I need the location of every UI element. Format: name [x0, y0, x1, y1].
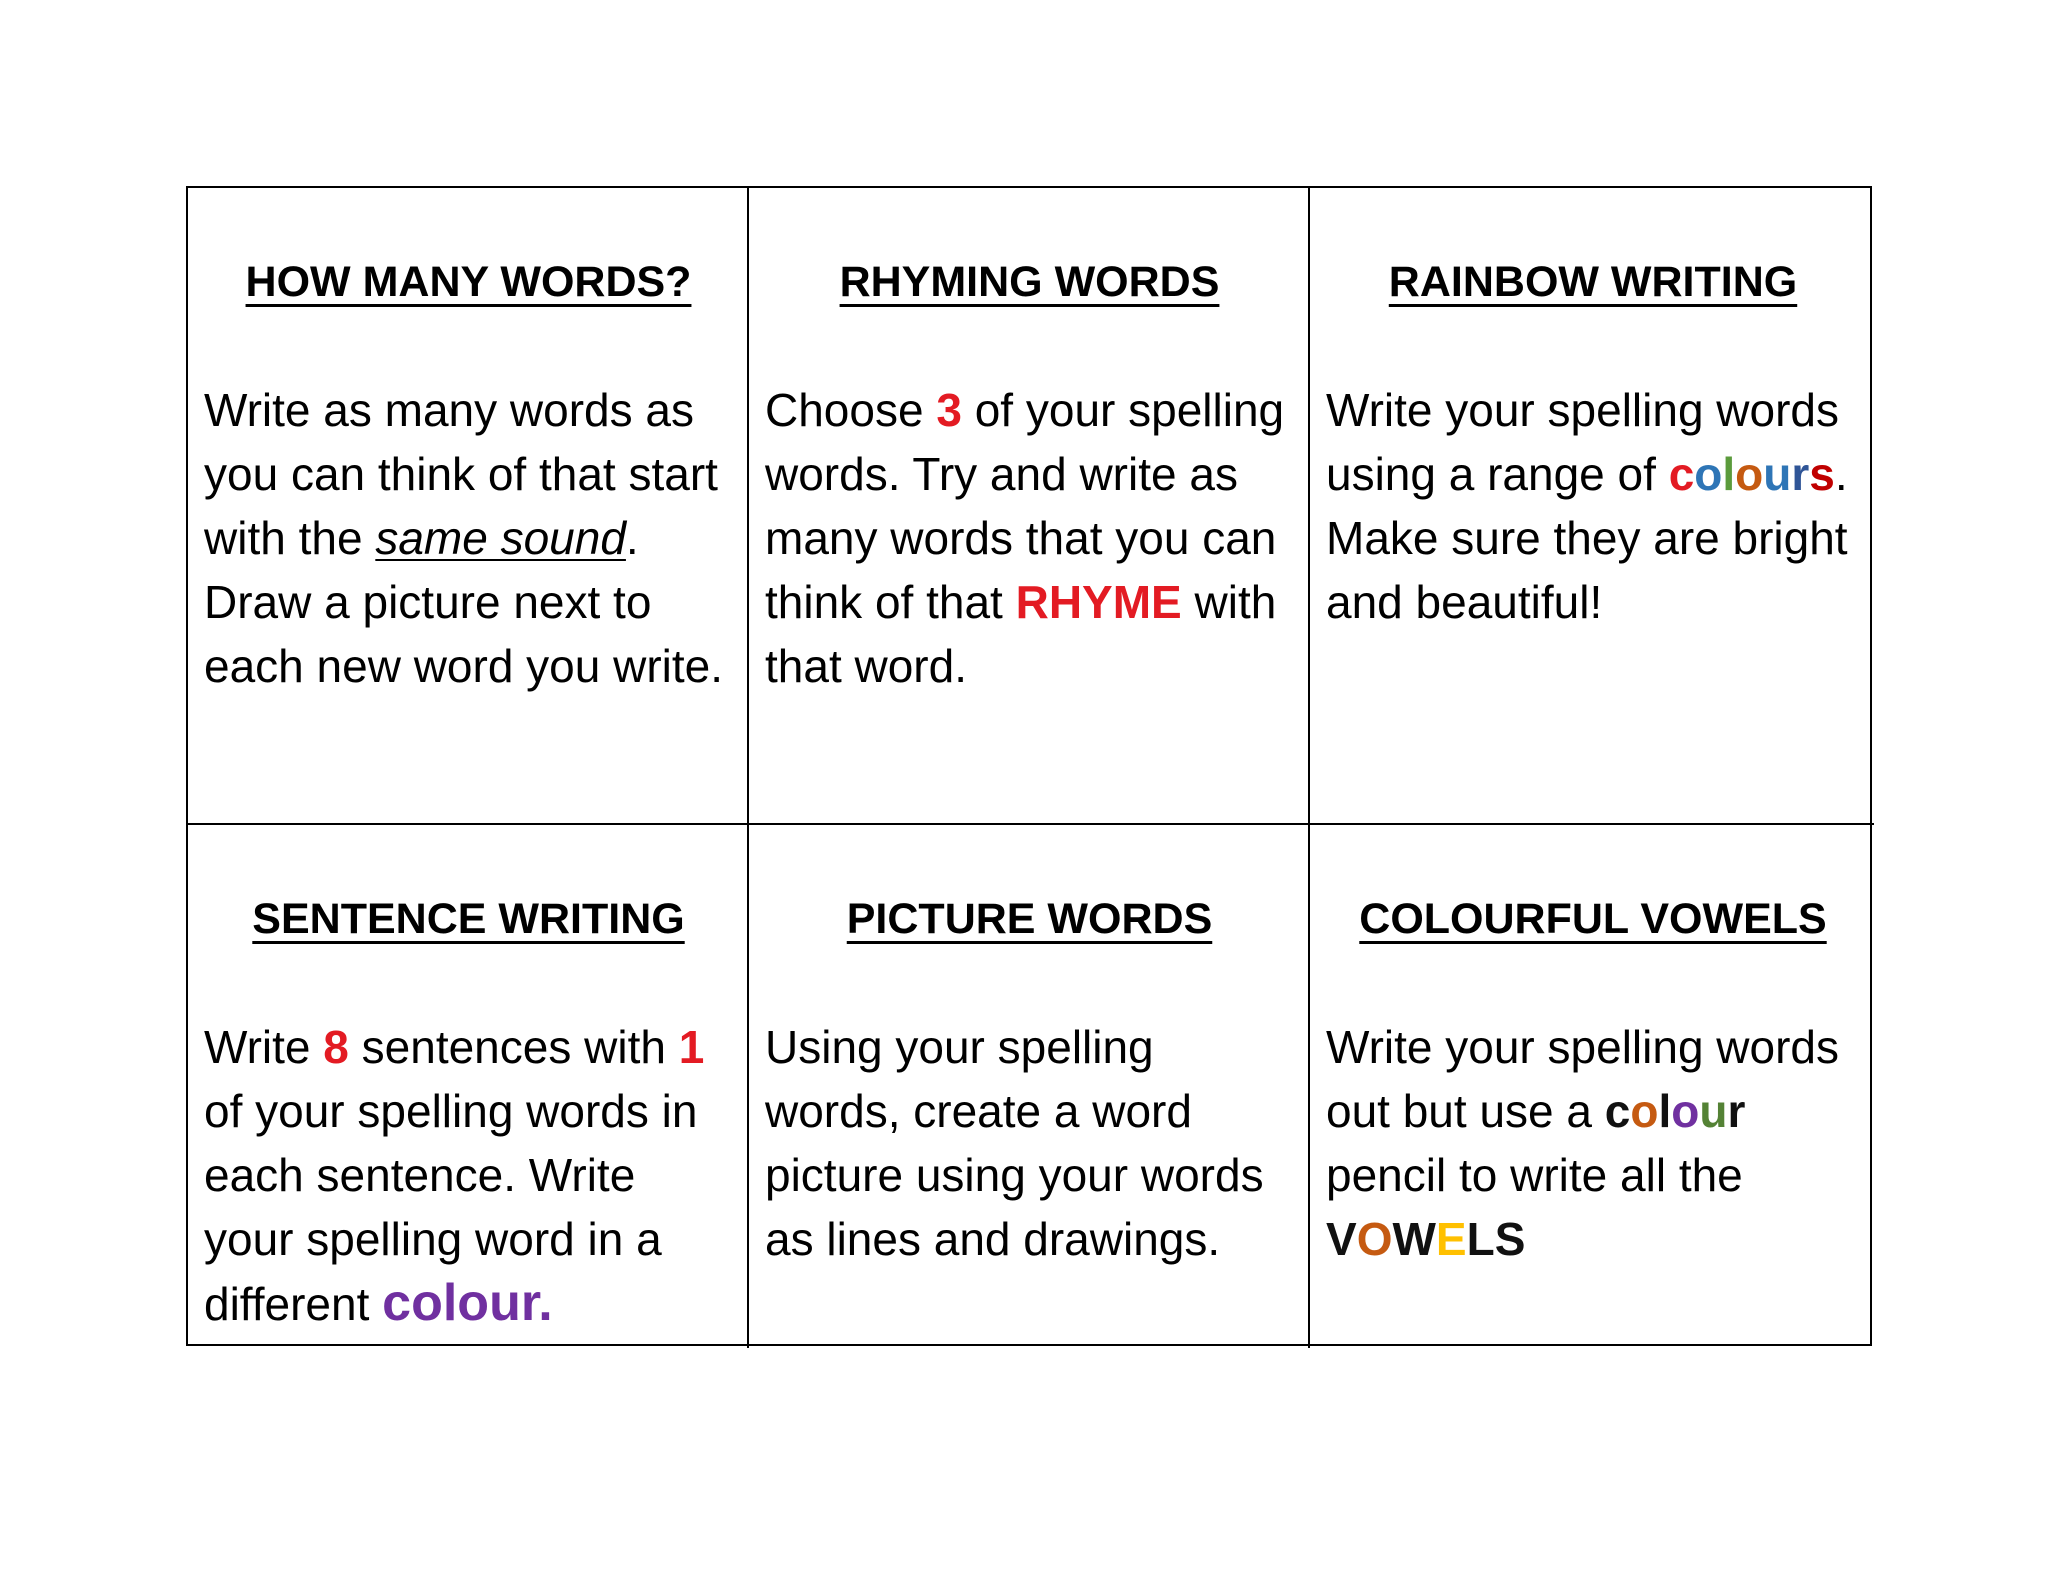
body-text: sentences with: [348, 1021, 679, 1073]
body-text: with that word.: [765, 576, 1277, 692]
body-text: Write your spelling words out but use a: [1326, 1021, 1840, 1137]
card-body: [1326, 378, 1860, 634]
coloured-letter: O: [1356, 1213, 1393, 1265]
coloured-letter: E: [1435, 1213, 1467, 1265]
coloured-letter: l: [1658, 1085, 1672, 1137]
card-title: RHYMING WORDS: [839, 258, 1220, 306]
body-text: Write: [204, 1021, 324, 1073]
coloured-letter: r: [1727, 1085, 1746, 1137]
coloured-letter: o: [1694, 448, 1723, 500]
coloured-letter: o: [1735, 448, 1764, 500]
highlight-number: 1: [678, 1021, 705, 1073]
card-sentence-writing: [188, 825, 749, 1348]
coloured-letter: r: [1791, 448, 1810, 500]
body-text: . Draw a picture next to each new word you write.: [204, 512, 724, 692]
card-how-many-words: [188, 188, 749, 825]
coloured-letter: o: [1630, 1085, 1659, 1137]
card-title: COLOURFUL VOWELS: [1359, 895, 1827, 943]
body-text: Using your spelling words, create a word picture using your words as lines and drawings.: [765, 1021, 1264, 1265]
coloured-letter: V: [1326, 1213, 1357, 1265]
card-body: [765, 1015, 1294, 1271]
card-title: HOW MANY WORDS?: [245, 258, 692, 306]
coloured-letter: c: [1668, 448, 1695, 500]
coloured-letter: L: [1466, 1213, 1495, 1265]
coloured-letter: s: [1809, 448, 1835, 500]
card-rainbow-writing: [1310, 188, 1874, 825]
card-body: [204, 1015, 733, 1336]
highlight-word: colour.: [382, 1274, 553, 1332]
coloured-letter: u: [1763, 448, 1792, 500]
coloured-letter: W: [1392, 1213, 1436, 1265]
body-text: Choose: [765, 384, 937, 436]
card-colourful-vowels: [1310, 825, 1874, 1348]
rainbow-colours-word: [1669, 448, 1835, 500]
card-body: [1326, 1015, 1860, 1271]
card-title: RAINBOW WRITING: [1388, 258, 1798, 306]
highlight-word: RHYME: [1015, 576, 1182, 628]
highlight-number: 3: [936, 384, 962, 436]
coloured-letter: l: [1722, 448, 1736, 500]
card-title: SENTENCE WRITING: [252, 895, 685, 943]
card-title: PICTURE WORDS: [846, 895, 1213, 943]
activity-grid: [186, 186, 1872, 1346]
card-picture-words: [749, 825, 1310, 1348]
colourful-vowels-word: [1326, 1213, 1525, 1265]
body-text: pencil to write all the: [1326, 1149, 1743, 1201]
body-text: . Make sure they are bright and beautiful!: [1326, 448, 1848, 628]
colourful-colour-word: [1605, 1085, 1746, 1137]
emphasis-text: same sound: [375, 512, 626, 564]
card-rhyming-words: [749, 188, 1310, 825]
body-text: of your spelling words in each sentence. Write your spelling word in a different: [204, 1085, 698, 1330]
card-body: [765, 378, 1294, 698]
highlight-number: 8: [323, 1021, 349, 1073]
body-text: Write your spelling words using a range of: [1326, 384, 1840, 500]
coloured-letter: u: [1699, 1085, 1728, 1137]
coloured-letter: c: [1604, 1085, 1631, 1137]
coloured-letter: S: [1494, 1213, 1526, 1265]
coloured-letter: o: [1671, 1085, 1700, 1137]
body-text: Write as many words as you can think of that start with the: [204, 384, 718, 564]
body-text: of your spelling words. Try and write as many words that you can think of that: [765, 384, 1285, 628]
card-body: [204, 378, 733, 698]
